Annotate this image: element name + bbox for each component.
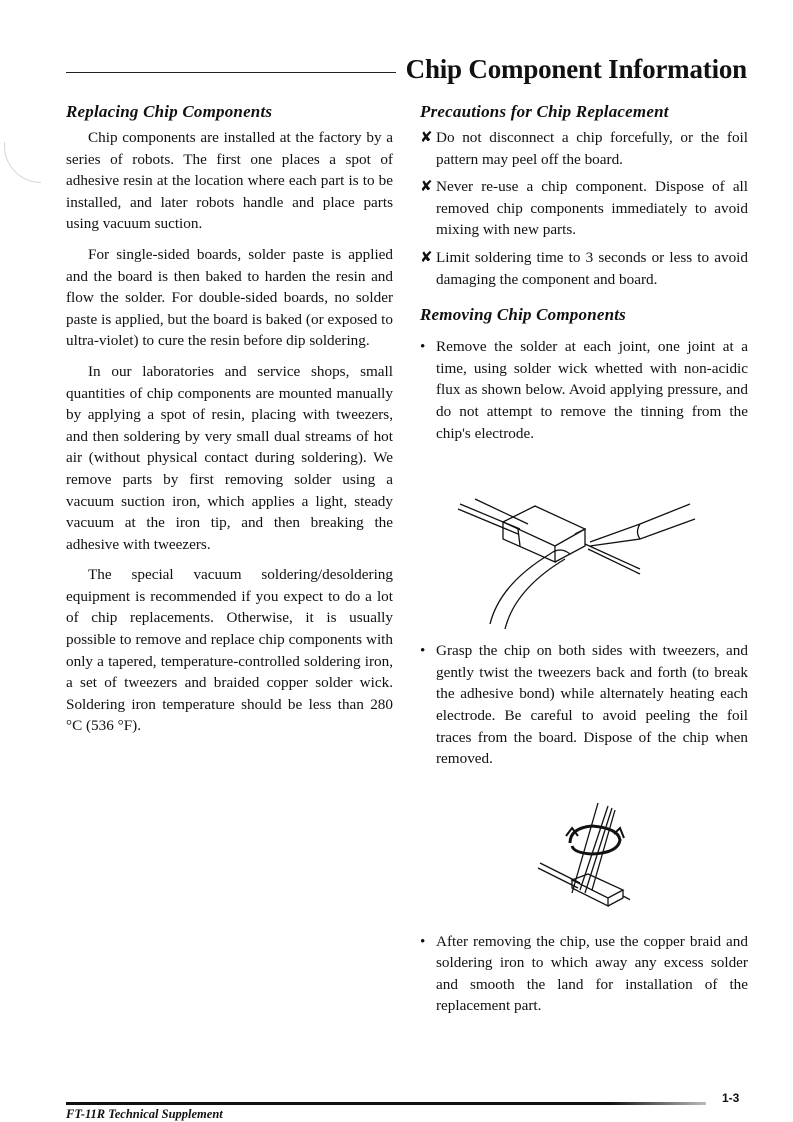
- paragraph: For single-sided boards, solder paste is applied and the board is then baked to harden the resin and flow the solder. For double-sided boards, no solder paste is applied, but the board is baked (or exposed to ultra-violet) to cure the resin before dip soldering.: [66, 245, 393, 350]
- step-item: • After removing the chip, use the copper braid and soldering iron to which away any excess solder and smooth the land for installation of the replacement part.: [420, 932, 748, 1015]
- header-rule: [66, 72, 396, 73]
- footer-document-title: FT-11R Technical Supplement: [66, 1107, 223, 1121]
- section-heading-replacing: Replacing Chip Components: [66, 102, 273, 121]
- paragraph: In our laboratories and service shops, small quantities of chip components are mounted manually by applying a spot of resin, placing with tweezers, and then soldering by very small dual streams of hot air (without physical contact during soldering). We remove parts by first removing solder using a vacuum suction iron, which applies a light, steady vacuum at the iron tip, and then breaking the adhesive with tweezers.: [66, 362, 393, 553]
- paragraph: The special vacuum soldering/desoldering equipment is recommended if you expect to do a lot of chip replacements. Otherwise, it is usually possible to remove and replace chip components with only a tapered, temperature-controlled soldering iron, a set of tweezers and braided copper solder wick. Soldering iron temperature should be less than 280 °C (536 °F).: [66, 566, 393, 735]
- tweezers-twist-illustration: [530, 798, 630, 923]
- scan-artifact: [4, 142, 41, 183]
- x-mark-icon: ✘: [420, 248, 433, 266]
- right-column: [420, 101, 748, 1023]
- x-mark-icon: ✘: [420, 129, 433, 146]
- section-heading-removing: Removing Chip Components: [420, 305, 627, 325]
- section-heading-precautions: Precautions for Chip Replacement: [420, 102, 669, 121]
- bullet-icon: •: [420, 932, 426, 950]
- precaution-item: ✘ Never re-use a chip component. Dispose of all removed chip components immediately to avoid mixing with new parts.: [420, 178, 748, 239]
- precaution-item: ✘ Do not disconnect a chip forcefully, or the foil pattern may peel off the board.: [420, 129, 748, 168]
- desoldering-illustration: [440, 484, 720, 634]
- step-item: • Remove the solder at each joint, one joint at a time, using solder wick whetted with non-acidic flux as shown below. Avoid applying pressure, and do not attempt to remove the tinning from the chip's electrode.: [420, 338, 748, 442]
- precaution-item: ✘ Limit soldering time to 3 seconds or less to avoid damaging the component and board.: [420, 248, 748, 288]
- bullet-icon: •: [420, 338, 426, 356]
- x-mark-icon: ✘: [420, 178, 433, 196]
- page-number: 1-3: [722, 1091, 740, 1105]
- step-item: • Grasp the chip on both sides with tweezers, and gently twist the tweezers back and forth (to break the adhesive bond) while alternately heating each electrode. Be careful to avoid peeling the foil traces from the board. Dispose of the chip when removed.: [420, 642, 748, 768]
- footer-rule: [66, 1102, 706, 1105]
- page-title: Chip Component Information: [405, 54, 747, 84]
- left-column: [66, 101, 393, 746]
- bullet-icon: •: [420, 642, 426, 660]
- paragraph: Chip components are installed at the factory by a series of robots. The first one places a spot of adhesive resin at the location where each part is to be installed, and later robots handle and place parts using vacuum suction.: [66, 129, 393, 233]
